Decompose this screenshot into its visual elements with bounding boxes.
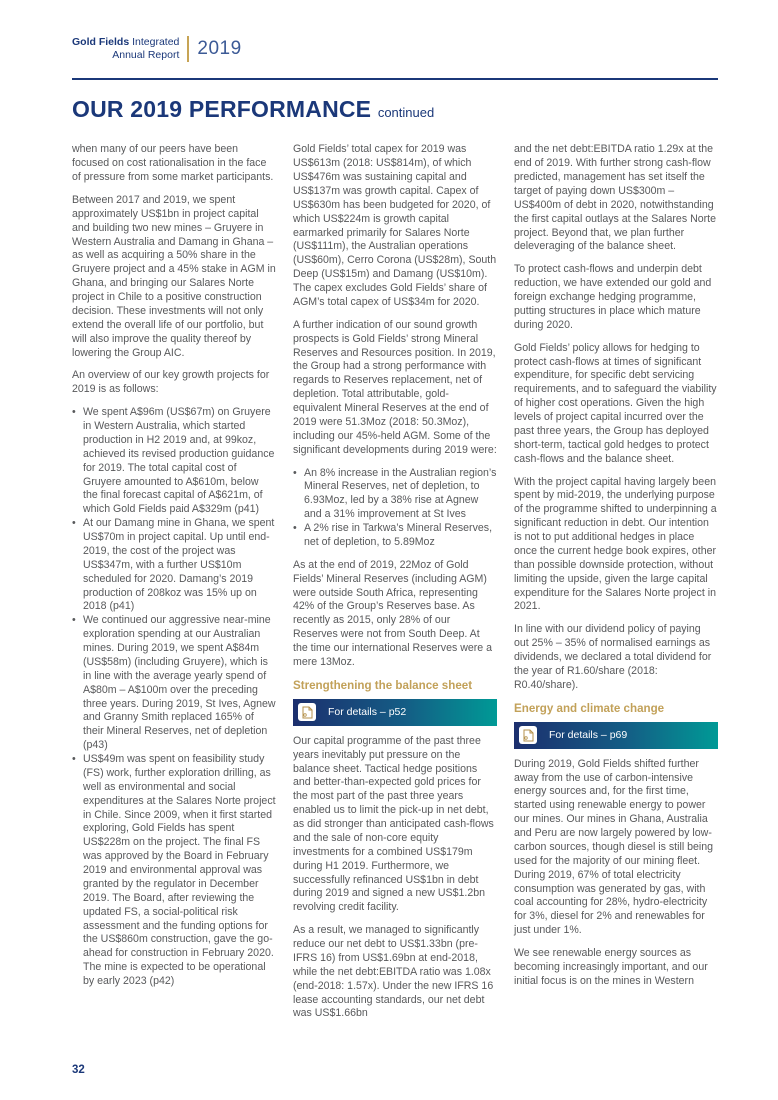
paragraph: We see renewable energy sources as becoming increasingly important, and our initial focus is on the mines in Western [514,947,708,987]
column-3 [514,143,718,1030]
details-banner-label: For details – p69 [549,729,628,742]
paragraph: A further indication of our sound growth prospects is Gold Fields’ strong Mineral Reserves and Resources position. In 2019, the Group had a strong performance with regards to Reserves replacement, net of depletion. Total attributable, gold-equivalent Mineral Reserves at the end of 2019 were 51.3Moz (2018: 50.3Moz), including our 45%-held AGM. Some of the significant developments during 2019 were: [293,318,497,456]
paragraph: Gold Fields’ policy allows for hedging to protect cash-flows at times of significant expenditure, for specific debt servicing requirements, and to safeguard the viability of higher cost operations. Given the high levels of project capital incurred over the past three years, the Group has deployed short-term, tactical gold hedges to protect cash-flows and the balance sheet. [514,341,717,465]
details-banner[interactable] [514,722,718,749]
bullet-item: • US$49m was spent on feasibility study (FS) work, further exploration drilling, as well as environmental and social expenditures at the Salares Norte project in Chile. Since 2009, when it first started exploring, Gold Fields has spent US$228m on the project. The final FS was approved by the Board in February 2019 and environmental approval was granted by the regulator in December 2019. The Board, after reviewing the updated FS, a social-political risk assessment and the funding options for the US$860m construction, gave the go-ahead for construction in February 2020. The mine is expected to be operational by early 2023 (p42) [72,753,276,989]
paragraph: During 2019, Gold Fields shifted further away from the use of carbon-intensive energy sources and, for the first time, started using renewable energy to power our mines. Our mines in Ghana, Australia and Peru are now largely powered by low-carbon sources, though diesel is still being used for the majority of our mining fleet. During 2019, 67% of total electricity consumption was generated by gas, with coal accounting for 28%, hydro-electricity for 3%, diesel for 2% and renewables for just under 1%. [514,757,714,937]
paragraph: and the net debt:EBITDA ratio 1.29x at the end of 2019. With further strong cash-flow predicted, management has set itself the target of paying down US$300m – US$400m of debt in 2020, notwithstanding the first capital outlays at the Salares Norte project. Beyond that, we plan further deleveraging of the balance sheet. [514,143,716,253]
brand-wordmark [72,36,179,62]
page-title [72,96,718,123]
document-icon [298,703,316,721]
bullet-item: • At our Damang mine in Ghana, we spent US$70m in project capital. Up until end-2019, the cost of the project was US$347m, with a further US$10m scheduled for 2020. Damang’s 2019 production of 208koz was 15% up on 2018 (p41) [72,517,276,614]
bullet-item: • An 8% increase in the Australian region’s Mineral Reserves, net of depletion, to 6.93Moz, led by a 38% rise at Agnew and a 31% improvement at St Ives [293,467,497,523]
brand-line2: Annual Report [112,49,180,62]
bullet-item: • A 2% rise in Tarkwa’s Mineral Reserves, net of depletion, to 5.89Moz [293,522,497,550]
section-heading: Energy and climate change [514,701,665,715]
body-columns [72,143,718,1030]
paragraph: As a result, we managed to significantly reduce our net debt to US$1.33bn (pre-IFRS 16) from US$1.69bn at end-2018, while the net debt:EBITDA ratio was 1.08x (end-2018: 1.57x). Under the new IFRS 16 lease accounting standards, our net debt was US$1.66bn [293,924,494,1020]
brand-divider [187,36,189,62]
brand-name: Gold Fields [72,36,130,48]
details-banner-label: For details – p52 [328,706,407,719]
section-heading: Strengthening the balance sheet [293,678,473,692]
brand-line1 [72,36,179,49]
paragraph: Gold Fields’ total capex for 2019 was US$613m (2018: US$814m), of which US$476m was sustaining capital and US$137m was growth capital. Capex of US$630m has been budgeted for 2020, of which US$224m is growth capital earmarked primarily for Salares Norte (US$111m), the Australian operations (US$60m), Cerro Corona (US$28m), South Deep (US$15m) and Damang (US$10m). The capex excludes Gold Fields’ share of AGM’s total capex of US$34m for 2020. [293,143,497,308]
bullet-item: • We continued our aggressive near-mine exploration spending at our Australian mines. During 2019, we spent A$84m (US$58m) (including Gruyere), which is in line with the average yearly spend of A$80m – A$100m over the preceding three years. During 2019, St Ives, Agnew and Granny Smith replaced 165% of their Mineral Reserves, net of depletion (p43) [72,614,276,753]
column-1 [72,143,276,1030]
paragraph: Between 2017 and 2019, we spent approximately US$1bn in project capital and building two new mines – Gruyere in Western Australia and Damang in Ghana – as well as acquiring a 50% share in the Gruyere project and a 45% stake in AGM in Ghana, and bringing our Salares Norte project in Chile to a positive construction decision. These investments will not only extend the overall life of our portfolio, but will also improve the quality thereof by lowering the Group AIC. [72,193,276,359]
brand-header [72,36,718,62]
brand-report-type: Integrated [129,36,180,48]
paragraph: when many of our peers have been focused on cost rationalisation in the face of pressure from some market participants. [72,143,274,183]
page-number: 32 [72,1064,85,1076]
bullet-list [72,406,276,989]
header-rule [72,78,718,80]
bullet-item: • We spent A$96m (US$67m) on Gruyere in Western Australia, which started production in H2 2019 and, at 99koz, achieved its revised production guidance for 2019. The total capital cost of Gruyere amounted to A$610m, below the final forecast capital of A$621m, of which Gold Fields paid A$329m (p41) [72,406,276,517]
paragraph: As at the end of 2019, 22Moz of Gold Fields’ Mineral Reserves (including AGM) were outside South Africa, representing 42% of the Group’s Reserves base. As recently as 2015, only 28% of our Reserves were not from South Deep. At the time our international Reserves were a mere 13Moz. [293,558,493,668]
bullet-list [293,467,497,550]
paragraph: To protect cash-flows and underpin debt reduction, we have extended our gold and foreign exchange hedging programme, putting structures in place which mature during 2020. [514,263,712,331]
paragraph: An overview of our key growth projects for 2019 is as follows: [72,369,270,396]
paragraph: In line with our dividend policy of paying out 25% – 35% of normalised earnings as dividends, we declared a total dividend for the year of R1.60/share (2018: R0.40/share). [514,623,712,691]
paragraph: Our capital programme of the past three years inevitably put pressure on the balance sheet. Tactical hedge positions and better-than-expected gold prices for the most part of the past three years enabled us to limit the pick-up in net debt, as did stronger than anticipated cash-flows and the sale of non-core equity investments for a combined US$179m during H1 2019. Furthermore, we successfully refinanced US$1bn in debt during 2019 and signed a new US$1.2bn revolving credit facility. [293,734,494,914]
brand-year: 2019 [197,38,242,60]
details-banner[interactable] [293,699,497,726]
column-2 [293,143,497,1030]
page-title-main: OUR 2019 PERFORMANCE [72,96,372,123]
paragraph: With the project capital having largely been spent by mid-2019, the underlying purpose of the programme shifted to underpinning a significant reduction in debt. Our intention is not to put additional hedges in place once the current hedge book expires, other than possible downside protection, without limiting the upside, given the large capital expenditure for the Salares Norte project in 2021. [514,475,717,613]
page-title-suffix: continued [377,105,435,121]
document-icon [519,726,537,744]
